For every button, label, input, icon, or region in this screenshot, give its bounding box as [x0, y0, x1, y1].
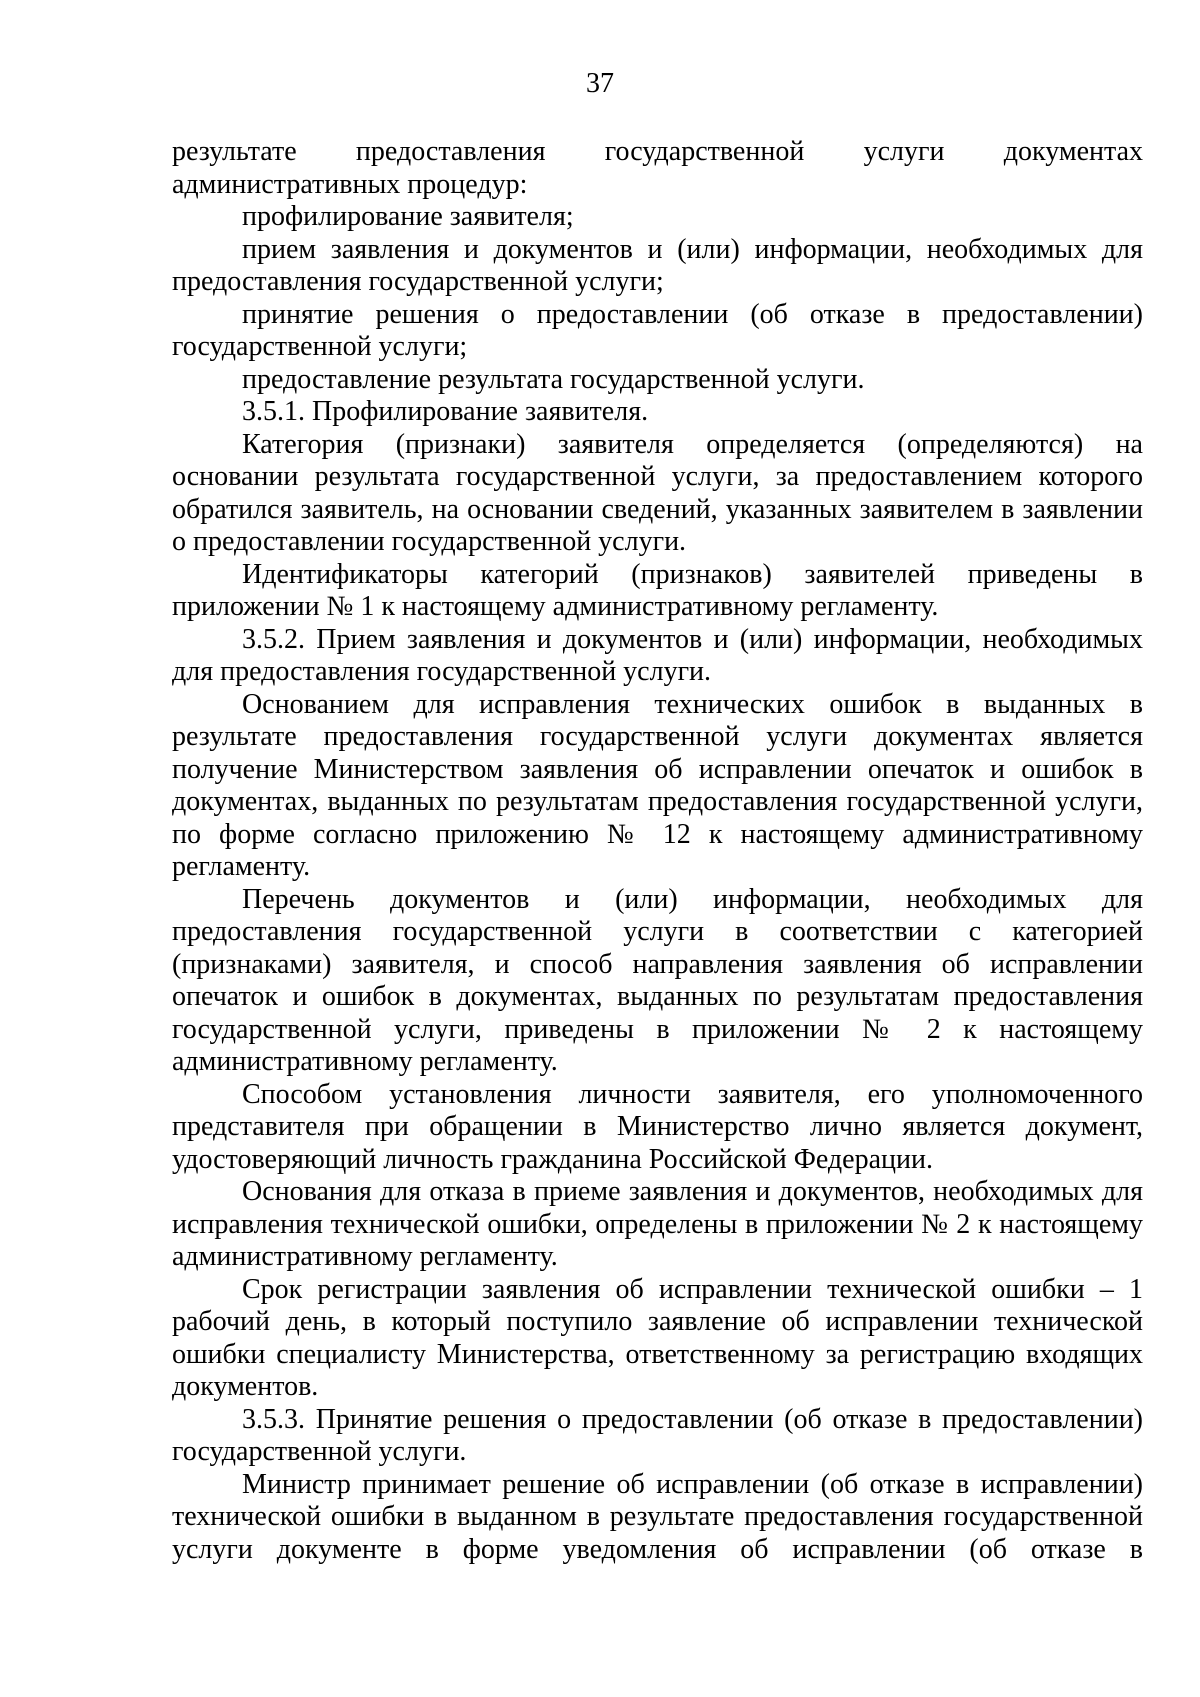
paragraph-16: Министр принимает решение об исправлении (об отказе в исправлении) технической ошибки в выданном в результате предоставления государственной услуги документе в форме уведомления об исправлении (об отказе в [172, 1468, 1143, 1565]
paragraph-11: Перечень документов и (или) информации, необходимых для предоставления государственной услуги в соответствии с категорией (признаками) заявителя, и способ направления заявления об исправлении опечаток и ошибок в документах, выданных по результатам предоставления государственной услуги, приведены в приложении № 2 к настоящему административному регламенту. [172, 883, 1143, 1077]
paragraph-2: профилирование заявителя; [242, 201, 574, 232]
section-heading-3-5-1: 3.5.1. Профилирование заявителя. [242, 396, 649, 427]
page-number: 37 [586, 68, 614, 99]
paragraph-14: Срок регистрации заявления об исправлении технической ошибки – 1 рабочий день, в который поступило заявление об исправлении технической ошибки специалисту Министерства, ответственному за регистрацию входящих документов. [172, 1273, 1143, 1402]
paragraph-12: Способом установления личности заявителя, его уполномоченного представителя при обращении в Министерство лично является документ, удостоверяющий личность гражданина Российской Федерации. [172, 1078, 1143, 1175]
document-body [172, 136, 1143, 1566]
paragraph-5: предоставление результата государственной услуги. [242, 363, 865, 395]
paragraph-10: Основанием для исправления технических ошибок в выданных в результате предоставления государственной услуги документах является получение Министерством заявления об исправлении опечаток и ошибок в документах, выданных по результатам предоставления государственной услуги, по форме согласно приложению № 12 к настоящему административному регламенту. [172, 688, 1143, 882]
section-heading-3-5-2: 3.5.2. Прием заявления и документов и (или) информации, необходимых для предоставления государственной услуги. [172, 623, 1143, 687]
paragraph-7: Категория (признаки) заявителя определяется (определяются) на основании результата государственной услуги, за предоставлением которого обратился заявитель, на основании сведений, указанных заявителем в заявлении о предоставлении государственной услуги. [172, 428, 1143, 557]
paragraph-1: результате предоставления государственной услуги документах административных процедур: [172, 136, 1143, 200]
paragraph-3: прием заявления и документов и (или) информации, необходимых для предоставления государственной услуги; [172, 233, 1143, 297]
paragraph-13: Основания для отказа в приеме заявления и документов, необходимых для исправления технической ошибки, определены в приложении № 2 к настоящему административному регламенту. [172, 1176, 1143, 1272]
paragraph-4: принятие решения о предоставлении (об отказе в предоставлении) государственной услуги; [172, 298, 1143, 362]
paragraph-8: Идентификаторы категорий (признаков) заявителей приведены в приложении № 1 к настоящему административному регламенту. [172, 558, 1143, 622]
section-heading-3-5-3: 3.5.3. Принятие решения о предоставлении (об отказе в предоставлении) государственной услуги. [172, 1403, 1143, 1467]
